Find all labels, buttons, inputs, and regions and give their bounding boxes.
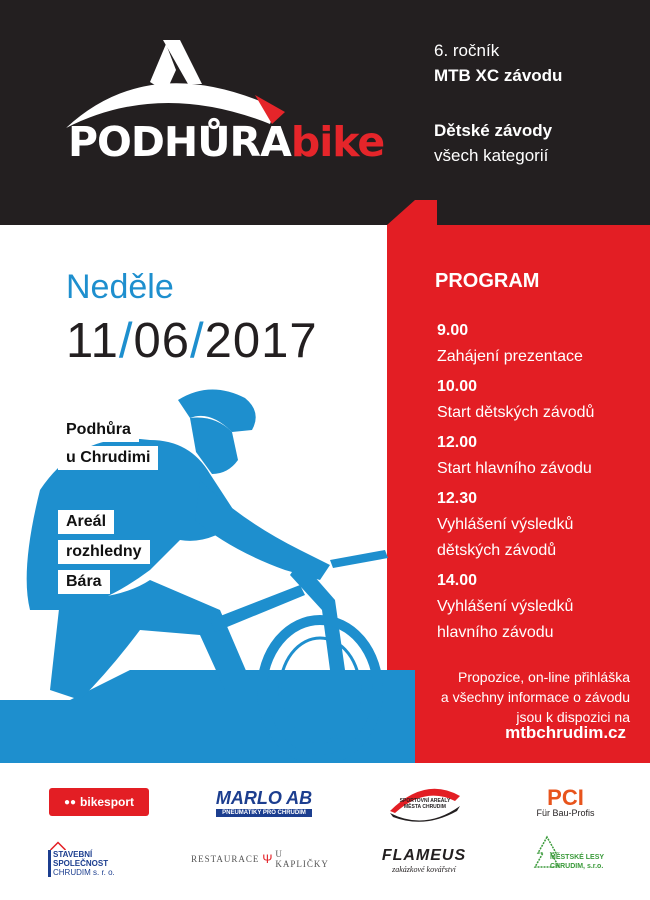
logo-text	[68, 118, 384, 166]
sportovni-text: SPORTOVNÍ AREÁLY MĚSTA CHRUDIM	[399, 798, 451, 810]
stavebni-line-2: CHRUDIM s. r. o.	[48, 868, 115, 877]
pci-subtext: Für Bau-Profis	[536, 808, 595, 818]
program-title: PROGRAM	[435, 270, 540, 292]
date-sep-2: /	[190, 314, 205, 368]
bikesport-icon: ●●	[63, 796, 77, 808]
program-time: 12.00	[437, 434, 478, 451]
info-line-3: jsou k dispozici na	[516, 709, 630, 725]
edition-text: 6. ročník	[434, 41, 500, 60]
bikesport-text: bikesport	[80, 795, 135, 809]
program-desc: Vyhlášení výsledků	[437, 598, 574, 615]
house-roof-icon	[48, 841, 68, 850]
header-info	[434, 38, 562, 168]
program-desc: dětských závodů	[437, 542, 557, 559]
flameus-subtext: zakázkové kovářství	[392, 864, 456, 874]
program-time: 12.30	[437, 490, 478, 507]
bikesport-logo	[49, 788, 149, 816]
sportovni-arealy-logo	[385, 781, 465, 825]
date-day: Neděle	[66, 268, 174, 306]
flameus-logo	[378, 845, 470, 875]
marlo-subtext: PNEUMATIKY PRO CHRUDIM	[216, 809, 312, 817]
podhura-bike-logo	[0, 0, 400, 225]
program-time: 9.00	[437, 322, 469, 339]
place-podhura: Podhůra	[58, 418, 139, 442]
date-day-num: 11	[66, 314, 119, 368]
date-year: 2017	[204, 314, 318, 368]
place-line-2	[58, 446, 158, 470]
stavebni-spolecnost-logo	[48, 841, 148, 877]
program-desc: hlavního závodu	[437, 624, 554, 641]
program-time: 14.00	[437, 572, 478, 589]
info-line-1: Propozice, on-line přihláška	[458, 669, 630, 685]
date-sep-1: /	[118, 314, 134, 368]
website-link[interactable]: mtbchrudim.cz	[505, 723, 626, 742]
red-corner	[387, 200, 437, 250]
marlo-text: MARLO AB	[215, 787, 313, 808]
program-list	[437, 318, 637, 650]
kids-race-text: Dětské závody	[434, 121, 553, 140]
place-line-3	[58, 510, 114, 534]
program-desc: Zahájení prezentace	[437, 348, 583, 365]
program-item	[437, 318, 637, 370]
kaplicky-text: U KAPLIČKY	[275, 849, 329, 869]
place-line-5	[58, 570, 110, 594]
fork-icon: Ψ	[262, 852, 273, 866]
program-desc: Vyhlášení výsledků	[437, 516, 574, 533]
pci-logo	[528, 785, 603, 821]
pci-text: PCI	[547, 785, 584, 810]
mestske-lesy-logo	[528, 835, 608, 881]
place-bara: Bára	[58, 570, 110, 594]
info-line-2: a všechny informace o závodu	[440, 689, 630, 705]
lesy-line-2: CHRUDIM, s.r.o.	[550, 863, 604, 870]
logo-word-bike: bike	[290, 118, 385, 166]
restaurace-logo	[191, 848, 329, 870]
program-desc: Start dětských závodů	[437, 404, 595, 421]
place-rozhledny: rozhledny	[58, 540, 150, 564]
place-line-1	[58, 418, 139, 442]
program-item	[437, 430, 637, 482]
program-item	[437, 374, 637, 426]
program-desc: Start hlavního závodu	[437, 460, 592, 477]
flameus-text: FLAMEUS	[381, 846, 467, 864]
info-text	[418, 667, 630, 727]
program-item	[437, 486, 637, 564]
marlo-logo	[205, 785, 323, 819]
place-line-4	[58, 540, 150, 564]
categories-text: všech kategorií	[434, 146, 549, 165]
race-text: MTB XC závodu	[434, 66, 563, 85]
date-main	[66, 313, 318, 369]
sponsors-bar	[0, 763, 650, 900]
program-time: 10.00	[437, 378, 478, 395]
logo-word-podhura: PODHŮRA	[68, 118, 291, 166]
stavebni-line-1: STAVEBNÍ SPOLEČNOST	[48, 850, 148, 868]
date-month: 06	[133, 314, 191, 368]
place-chrudim: u Chrudimi	[58, 446, 158, 470]
restaurace-text: RESTAURACE	[191, 854, 260, 864]
lesy-line-1: MĚSTSKÉ LESY	[550, 854, 605, 861]
program-item	[437, 568, 637, 646]
place-areal: Areál	[58, 510, 114, 534]
